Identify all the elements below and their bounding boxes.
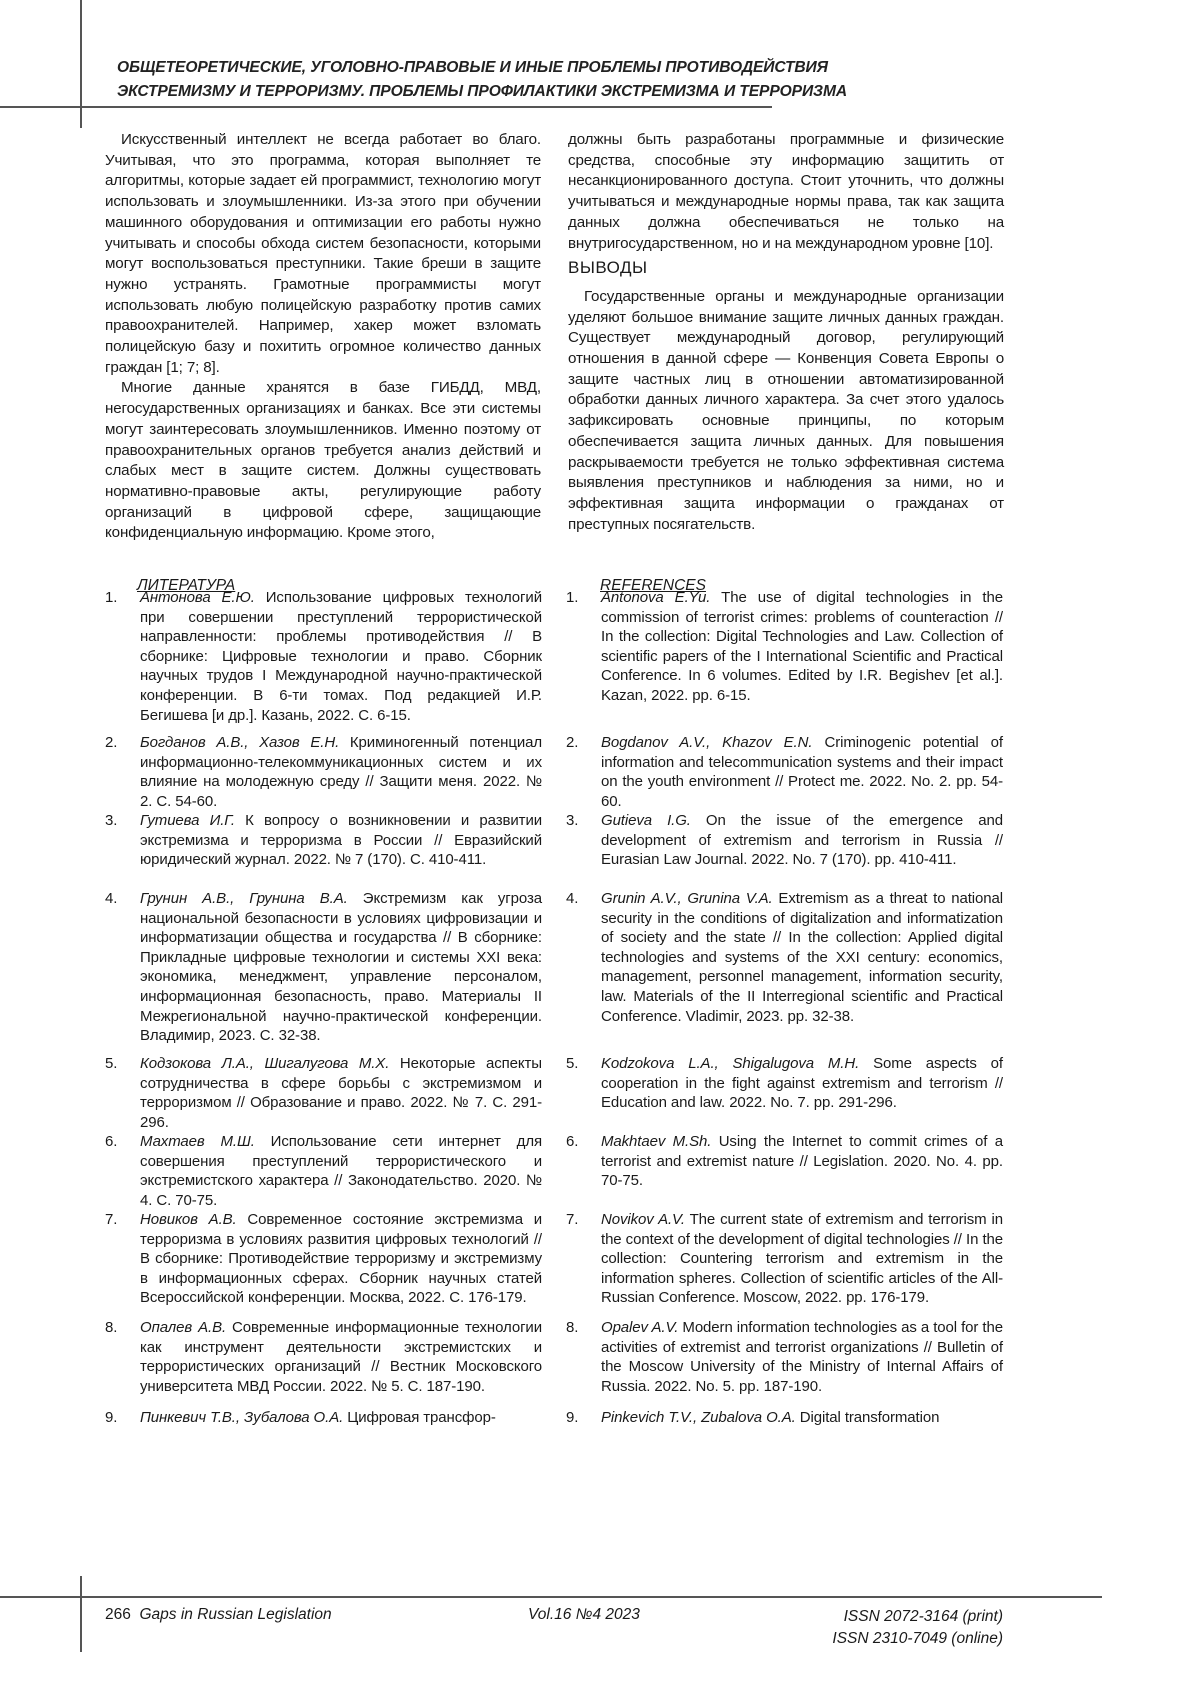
literature-title: Использование сети интернет для совершения преступлений террористического и экстремистского характера // Законодательство. 2020. № 4. С. 70-75.: [140, 1133, 542, 1209]
reference-author: Grunin A.V., Grunina V.A.: [601, 890, 773, 907]
literature-text: [140, 588, 542, 725]
left-column: [105, 130, 541, 544]
literature-number: 4.: [105, 889, 117, 909]
body-paragraph: Искусственный интеллект не всегда работает во благо. Учитывая, что это программа, которая выполняет те алгоритмы, которые задает ей программист, технологию могут использовать и злоумышленники. Из-за этого при обучении машинного оборудования и оптимизации его работы нужно учитывать и способы обхода систем безопасности, которыми могут воспользоваться преступники. Такие бреши в защите нужно устранять. Грамотные программисты могут использовать любую полицейскую разработку против самих правоохранителей. Например, хакер может взломать полицейскую базу и похитить огромное количество данных граждан [1; 7; 8].: [105, 130, 541, 378]
literature-author: Антонова Е.Ю.: [140, 589, 255, 606]
literature-author: Богданов А.В., Хазов Е.Н.: [140, 734, 339, 751]
reference-number: 6.: [566, 1132, 578, 1152]
reference-text: [601, 588, 1003, 706]
running-header-line2: ЭКСТРЕМИЗМУ И ТЕРРОРИЗМУ. ПРОБЛЕМЫ ПРОФИЛАКТИКИ ЭКСТРЕМИЗМА И ТЕРРОРИЗМА: [117, 80, 847, 104]
literature-title: Современные информационные технологии как инструмент деятельности экстремистских и террористических организаций // Вестник Московского университета МВД России. 2022. № 5. С. 187-190.: [140, 1319, 542, 1395]
footer-horizontal-rule: [0, 1596, 1102, 1598]
running-header-line1: ОБЩЕТЕОРЕТИЧЕСКИЕ, УГОЛОВНО-ПРАВОВЫЕ И ИНЫЕ ПРОБЛЕМЫ ПРОТИВОДЕЙСТВИЯ: [117, 56, 847, 80]
reference-number: 8.: [566, 1318, 578, 1338]
footer-issn: [832, 1606, 1003, 1650]
reference-author: Novikov A.V.: [601, 1211, 685, 1228]
literature-number: 1.: [105, 588, 117, 608]
reference-title: The current state of extremism and terrorism in the context of the development of digital technologies // In the collection: Countering terrorism and extremism in the information spheres. Collection of scientific articles of the All-Russian Conference. Moscow, 2022. pp. 176-179.: [601, 1211, 1003, 1306]
literature-text: [140, 1132, 542, 1210]
running-header: [117, 56, 847, 104]
literature-number: 2.: [105, 733, 117, 753]
literature-author: Грунин А.В., Грунина В.А.: [140, 890, 348, 907]
reference-title: Modern information technologies as a tool for the activities of extremist and terrorist organizations // Bulletin of the Moscow University of the Ministry of Internal Affairs of Russia. 2022. No. 5. pp. 187-190.: [601, 1319, 1003, 1395]
footer-vertical-rule: [80, 1576, 82, 1652]
literature-title: Цифровая трансфор-: [347, 1409, 496, 1426]
literature-text: [140, 1054, 542, 1132]
literature-author: Гутиева И.Г.: [140, 812, 235, 829]
header-horizontal-rule: [0, 106, 772, 108]
reference-author: Antonova E.Yu.: [601, 589, 710, 606]
body-paragraph: Государственные органы и международные организации уделяют большое внимание защите личных данных граждан. Существует международный договор, регулирующий отношения в данной сфере — Конвенция Совета Европы о защите частных лиц в отношении автоматизированной обработки данных личного характера. За счет этого удалось зафиксировать основные принципы, по которым обеспечивается защита личных данных. Для повышения раскрываемости требуется не только эффективная система выявления преступников и наблюдения за ними, но и эффективная защита информации о гражданах от преступных посягательств.: [568, 287, 1004, 535]
literature-author: Кодзокова Л.А., Шигалугова М.Х.: [140, 1055, 389, 1072]
literature-text: [140, 1210, 542, 1308]
literature-text: [140, 733, 542, 811]
literature-number: 9.: [105, 1408, 117, 1428]
literature-text: [140, 889, 542, 1046]
literature-title: Некоторые аспекты сотрудничества в сфере борьбы с экстремизмом и терроризмом // Образование и право. 2022. № 7. С. 291-296.: [140, 1055, 542, 1131]
reference-text: [601, 1408, 1003, 1428]
reference-title: Some aspects of cooperation in the fight against extremism and terrorism // Education and law. 2022. No. 7. pp. 291-296.: [601, 1055, 1003, 1111]
reference-number: 4.: [566, 889, 578, 909]
reference-author: Opalev A.V.: [601, 1319, 678, 1336]
literature-text: [140, 1408, 542, 1428]
literature-text: [140, 1318, 542, 1396]
issue-info: Vol.16 №4 2023: [528, 1606, 640, 1624]
reference-text: [601, 1318, 1003, 1396]
literature-author: Пинкевич Т.В., Зубалова О.А.: [140, 1409, 343, 1426]
literature-title: Экстремизм как угроза национальной безопасности в условиях цифровизации и информатизации общества и государства // В сборнике: Прикладные цифровые технологии и системы XXI века: экономика, менеджмент, управление персоналом, информационная безопасность, право. Материалы II Межрегиональной научно-практической конференции. Владимир, 2023. С. 32-38.: [140, 890, 542, 1044]
literature-number: 5.: [105, 1054, 117, 1074]
literature-number: 3.: [105, 811, 117, 831]
section-heading-conclusions: ВЫВОДЫ: [568, 258, 1004, 279]
reference-author: Pinkevich T.V., Zubalova O.A.: [601, 1409, 796, 1426]
reference-text: [601, 889, 1003, 1026]
literature-heading: ЛИТЕРАТУРА: [137, 577, 235, 595]
literature-author: Опалев А.В.: [140, 1319, 226, 1336]
journal-name: Gaps in Russian Legislation: [140, 1606, 332, 1623]
body-paragraph: должны быть разработаны программные и физические средства, способные эту информацию защитить от несанкционированного доступа. Стоит уточнить, что должны учитываться и международные нормы права, так как защита данных должна обеспечиваться не только на внутригосударственном, но и на международном уровне [10].: [568, 130, 1004, 254]
literature-number: 7.: [105, 1210, 117, 1230]
literature-title: Криминогенный потенциал информационно-телекоммуникационных систем и их влияние на молодежную среду // Защити меня. 2022. № 2. С. 54-60.: [140, 734, 542, 810]
reference-number: 5.: [566, 1054, 578, 1074]
literature-title: Современное состояние экстремизма и терроризма в условиях развития цифровых технологий // В сборнике: Противодействие терроризму и экстремизму в информационных сферах. Сборник научных статей Всероссийской конференции. Москва, 2022. С. 176-179.: [140, 1211, 542, 1306]
references-heading: REFERENCES: [600, 577, 706, 595]
reference-title: Extremism as a threat to national security in the conditions of digitalization and informatization of society and the state // In the collection: Applied digital technologies and systems of the XXI century: economics, management, personnel management, information security, law. Materials of the II Interregional scientific and Practical Conference. Vladimir, 2023. pp. 32-38.: [601, 890, 1003, 1025]
reference-number: 9.: [566, 1408, 578, 1428]
page-number: 266: [105, 1606, 131, 1623]
literature-title: К вопросу о возникновении и развитии экстремизма и терроризма в России // Евразийский юридический журнал. 2022. № 7 (170). С. 410-411.: [140, 812, 542, 868]
literature-author: Махтаев М.Ш.: [140, 1133, 255, 1150]
literature-number: 6.: [105, 1132, 117, 1152]
literature-author: Новиков А.В.: [140, 1211, 237, 1228]
reference-title: Criminogenic potential of information and telecommunication systems and their impact on the youth environment // Protect me. 2022. No. 2. pp. 54-60.: [601, 734, 1003, 810]
reference-number: 1.: [566, 588, 578, 608]
footer-left: [105, 1606, 332, 1624]
issn-online: ISSN 2310-7049 (online): [832, 1628, 1003, 1650]
reference-title: The use of digital technologies in the commission of terrorist crimes: problems of counteraction // In the collection: Digital Technologies and Law. Collection of scientific papers of the I International Scientific and Practical Conference. In 6 volumes. Edited by I.R. Begishev [et al.]. Kazan, 2022. pp. 6-15.: [601, 589, 1003, 704]
reference-author: Bogdanov A.V., Khazov E.N.: [601, 734, 812, 751]
reference-title: Digital transformation: [800, 1409, 940, 1426]
literature-text: [140, 811, 542, 870]
reference-text: [601, 811, 1003, 870]
reference-text: [601, 1054, 1003, 1113]
body-paragraph: Многие данные хранятся в базе ГИБДД, МВД, негосударственных организациях и банках. Все эти системы могут заинтересовать злоумышленников. Именно поэтому от правоохранительных органов требуется анализ действий и слабых мест в защите систем. Должны существовать нормативно-правовые акты, регулирующие работу организаций в цифровой сфере, защищающие конфиденциальную информацию. Кроме этого,: [105, 378, 541, 544]
reference-number: 2.: [566, 733, 578, 753]
reference-number: 7.: [566, 1210, 578, 1230]
literature-title: Использование цифровых технологий при совершении преступлений террористической направленности: проблемы противодействия // В сборнике: Цифровые технологии и право. Сборник научных трудов I Международной научно-практической конференции. В 6-ти томах. Под редакцией И.Р. Бегишева [и др.]. Казань, 2022. С. 6-15.: [140, 589, 542, 724]
issn-print: ISSN 2072-3164 (print): [832, 1606, 1003, 1628]
reference-text: [601, 733, 1003, 811]
reference-title: Using the Internet to commit crimes of a terrorist and extremist nature // Legislation. 2020. No. 4. pp. 70-75.: [601, 1133, 1003, 1189]
reference-text: [601, 1132, 1003, 1191]
reference-author: Gutieva I.G.: [601, 812, 691, 829]
reference-author: Makhtaev M.Sh.: [601, 1133, 711, 1150]
right-column: [568, 130, 1004, 535]
reference-number: 3.: [566, 811, 578, 831]
reference-title: On the issue of the emergence and development of extremism and terrorism in Russia // Eurasian Law Journal. 2022. No. 7 (170). pp. 410-411.: [601, 812, 1003, 868]
reference-author: Kodzokova L.A., Shigalugova M.H.: [601, 1055, 859, 1072]
header-vertical-rule: [80, 0, 82, 128]
reference-text: [601, 1210, 1003, 1308]
literature-number: 8.: [105, 1318, 117, 1338]
